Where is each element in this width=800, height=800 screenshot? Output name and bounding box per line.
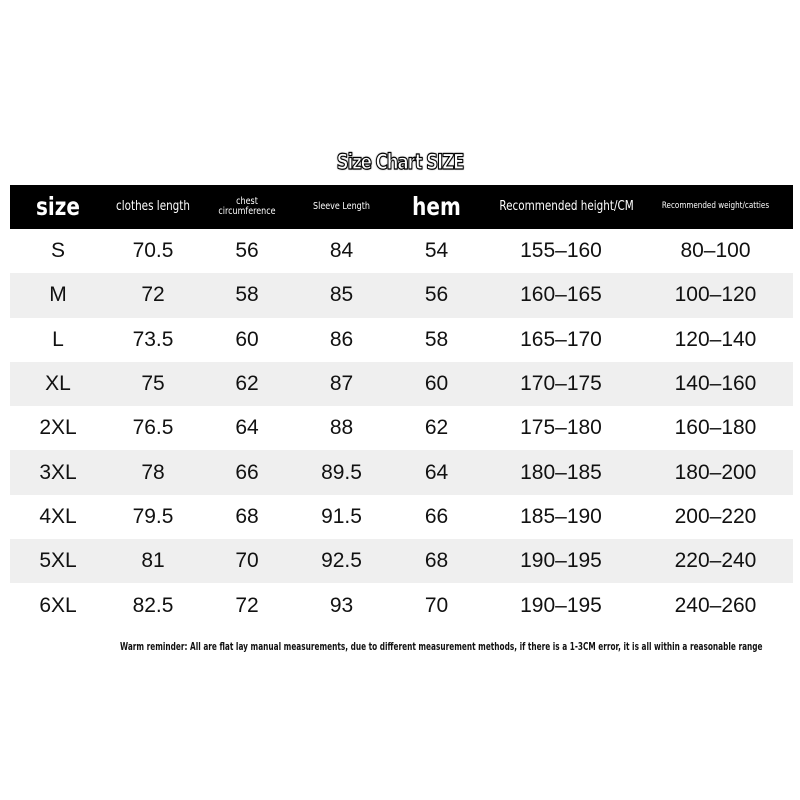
- table-cell: 220–240: [674, 549, 757, 573]
- table-row: [10, 495, 793, 539]
- table-cell: XL: [45, 372, 71, 396]
- table-cell: 155–160: [520, 239, 602, 263]
- table-cell: 64: [424, 460, 449, 484]
- table-row: [10, 273, 793, 317]
- header-weight: Recommended weight/catties: [661, 201, 770, 212]
- table-cell: 190–195: [520, 593, 602, 617]
- table-cell: 73.5: [132, 327, 174, 351]
- table-cell: 70: [424, 593, 449, 617]
- table-cell: 81: [141, 549, 165, 573]
- table-cell: 165–170: [520, 327, 602, 351]
- table-cell: 60: [424, 372, 449, 396]
- table-cell: 87: [329, 372, 354, 396]
- table-cell: 170–175: [520, 372, 602, 396]
- table-cell: 66: [235, 460, 259, 484]
- table-row: [10, 539, 793, 583]
- table-cell: 6XL: [39, 593, 77, 617]
- table-cell: 92.5: [321, 549, 362, 573]
- table-cell: 70.5: [132, 239, 174, 263]
- table-cell: 80–100: [680, 239, 751, 263]
- header-chest: chest circumference: [218, 195, 276, 217]
- table-cell: 140–160: [674, 372, 757, 396]
- header-clothes-length: clothes length: [116, 199, 190, 215]
- table-cell: 89.5: [321, 460, 362, 484]
- table-cell: 100–120: [674, 283, 757, 307]
- chart-title: Size Chart SIZE: [336, 150, 464, 174]
- table-cell: 64: [235, 416, 259, 440]
- table-cell: 180–200: [674, 460, 757, 484]
- table-cell: 56: [424, 283, 449, 307]
- table-cell: 200–220: [674, 504, 757, 528]
- table-cell: 72: [235, 593, 259, 617]
- table-cell: 3XL: [39, 460, 77, 484]
- table-cell: 68: [424, 549, 449, 573]
- table-cell: S: [50, 239, 65, 263]
- table-cell: 4XL: [39, 504, 77, 528]
- table-cell: 68: [235, 504, 259, 528]
- warm-reminder: Warm reminder: All are flat lay manual measurements, due to different measurement methods, if there is a 1-3CM error, it is all within a reasonable range: [120, 641, 763, 653]
- table-cell: 78: [141, 460, 165, 484]
- table-cell: 120–140: [674, 327, 757, 351]
- table-cell: 66: [424, 504, 449, 528]
- table-cell: 85: [329, 283, 354, 307]
- table-row: [10, 318, 793, 362]
- table-header: [10, 185, 793, 229]
- table-row: [10, 362, 793, 406]
- table-cell: 91.5: [321, 504, 362, 528]
- table-row: [10, 583, 793, 627]
- table-cell: 75: [141, 372, 165, 396]
- table-cell: 70: [235, 549, 259, 573]
- table-cell: 56: [235, 239, 259, 263]
- table-cell: 185–190: [520, 504, 602, 528]
- header-hem: hem: [412, 191, 461, 221]
- table-cell: 54: [424, 239, 449, 263]
- table-cell: 58: [235, 283, 259, 307]
- table-row: [10, 229, 793, 273]
- table-cell: 86: [329, 327, 354, 351]
- table-cell: 79.5: [132, 504, 174, 528]
- table-cell: 240–260: [674, 593, 757, 617]
- table-cell: 82.5: [132, 593, 174, 617]
- table-cell: 62: [235, 372, 259, 396]
- table-row: [10, 406, 793, 450]
- table-cell: 58: [424, 327, 449, 351]
- table-cell: 160–165: [520, 283, 602, 307]
- table-cell: 62: [424, 416, 449, 440]
- header-sleeve: Sleeve Length: [313, 200, 370, 212]
- table-cell: 5XL: [39, 549, 77, 573]
- table-cell: M: [49, 283, 67, 307]
- table-cell: 76.5: [132, 416, 174, 440]
- table-cell: L: [52, 327, 64, 351]
- table-cell: 180–185: [520, 460, 602, 484]
- table-cell: 175–180: [520, 416, 602, 440]
- size-table: [10, 185, 793, 628]
- table-cell: 72: [141, 283, 165, 307]
- table-cell: 2XL: [39, 416, 77, 440]
- table-cell: 93: [329, 593, 354, 617]
- table-cell: 60: [235, 327, 259, 351]
- table-cell: 88: [329, 416, 354, 440]
- table-cell: 84: [329, 239, 354, 263]
- table-cell: 190–195: [520, 549, 602, 573]
- table-row: [10, 450, 793, 494]
- header-height: Recommended height/CM: [499, 199, 634, 215]
- table-cell: 160–180: [674, 416, 757, 440]
- header-size: size: [36, 191, 80, 221]
